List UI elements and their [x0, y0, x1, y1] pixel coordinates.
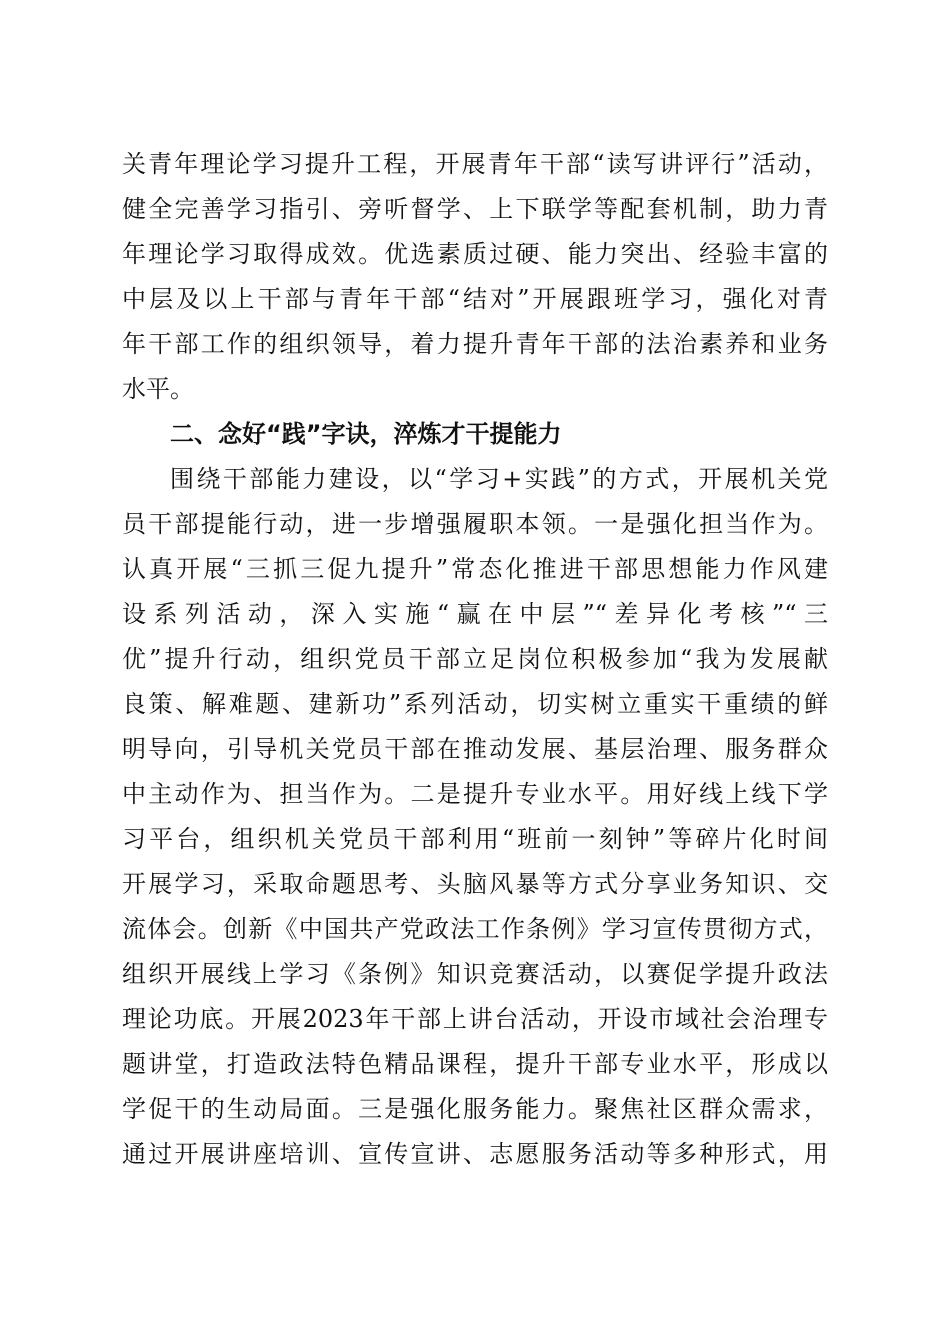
body-text-line: 学促干的生动局面。三是强化服务能力。聚焦社区群众需求， — [122, 1095, 828, 1123]
body-text-line: 题讲堂，打造政法特色精品课程，提升干部专业水平，形成以 — [122, 1050, 828, 1078]
body-text-line: 良策、解难题、建新功”系列活动，切实树立重实干重绩的鲜 — [122, 690, 828, 718]
body-text-line: 围绕干部能力建设，以“学习+实践”的方式，开展机关党 — [170, 465, 828, 493]
body-text-line: 关青年理论学习提升工程，开展青年干部“读写讲评行”活动， — [122, 150, 828, 178]
body-text-line: 组织开展线上学习《条例》知识竞赛活动，以赛促学提升政法 — [122, 960, 828, 988]
body-text-line: 认真开展“三抓三促九提升”常态化推进干部思想能力作风建 — [122, 555, 828, 583]
body-text-line: 年理论学习取得成效。优选素质过硬、能力突出、经验丰富的 — [122, 240, 828, 268]
section-heading: 二、念好“践”字诀，淬炼才干提能力 — [170, 420, 562, 448]
body-text-line: 优”提升行动，组织党员干部立足岗位积极参加“我为发展献 — [122, 645, 828, 673]
body-text-line: 明导向，引导机关党员干部在推动发展、基层治理、服务群众 — [122, 735, 828, 763]
body-text-line: 员干部提能行动，进一步增强履职本领。一是强化担当作为。 — [122, 510, 828, 538]
body-text-line: 流体会。创新《中国共产党政法工作条例》学习宣传贯彻方式， — [122, 915, 828, 943]
body-text-line: 水平。 — [122, 375, 194, 403]
body-text-line: 通过开展讲座培训、宣传宣讲、志愿服务活动等多种形式，用 — [122, 1140, 828, 1168]
body-text-line: 中层及以上干部与青年干部“结对”开展跟班学习，强化对青 — [122, 285, 828, 313]
body-text-line: 理论功底。开展2023年干部上讲台活动，开设市域社会治理专 — [122, 1005, 828, 1033]
body-text-line: 年干部工作的组织领导，着力提升青年干部的法治素养和业务 — [122, 330, 828, 358]
body-text-line: 健全完善学习指引、旁听督学、上下联学等配套机制，助力青 — [122, 195, 828, 223]
body-text-line: 设系列活动，深入实施“赢在中层”“差异化考核”“三 — [122, 600, 828, 628]
body-text-line: 习平台，组织机关党员干部利用“班前一刻钟”等碎片化时间 — [122, 825, 828, 853]
body-text-line: 开展学习，采取命题思考、头脑风暴等方式分享业务知识、交 — [122, 870, 828, 898]
body-text-line: 中主动作为、担当作为。二是提升专业水平。用好线上线下学 — [122, 780, 828, 808]
